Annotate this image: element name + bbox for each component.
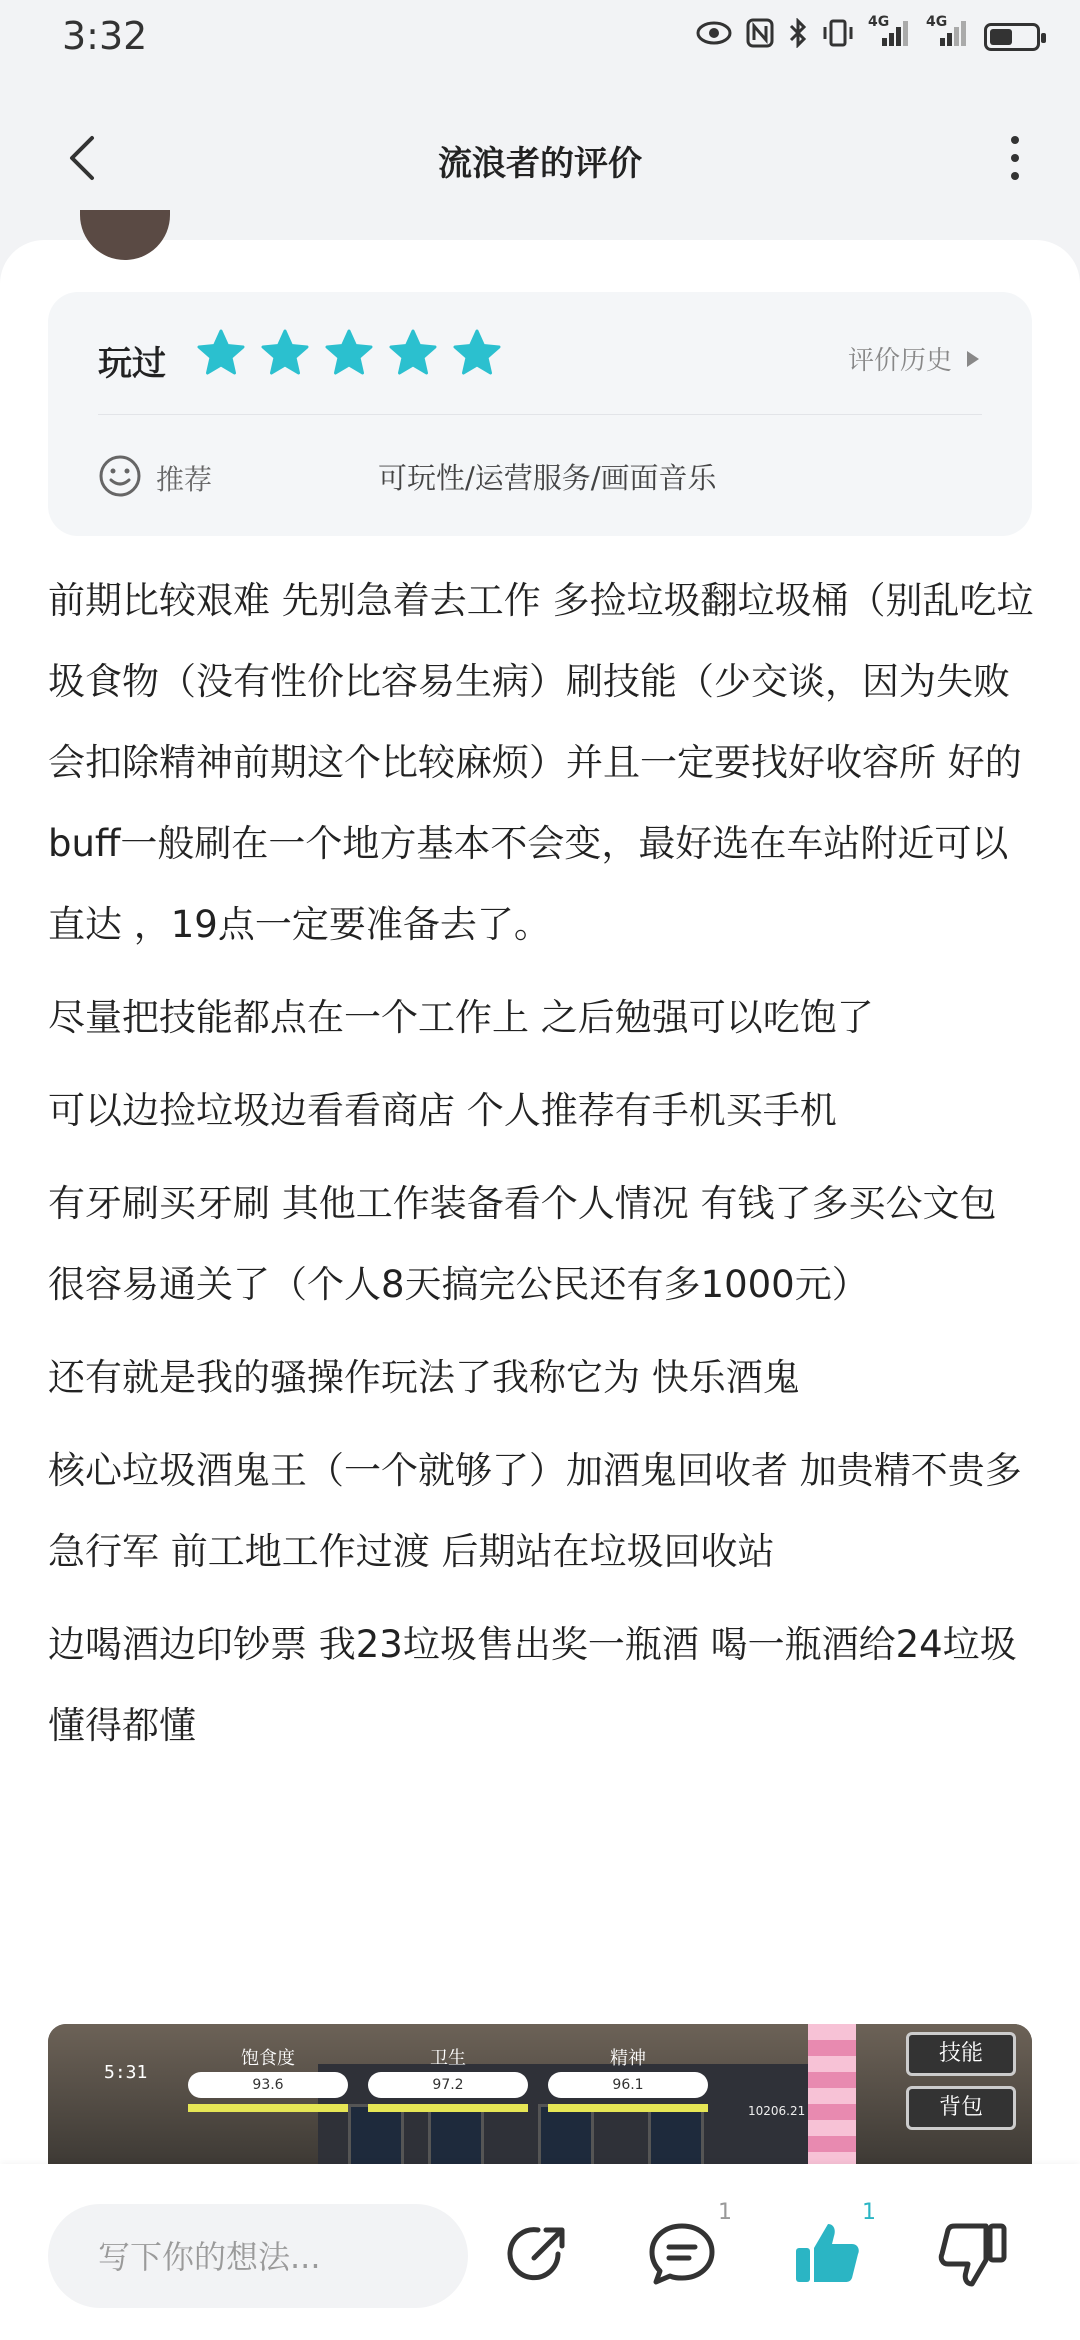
review-paragraph: 还有就是我的骚操作玩法了我称它为 快乐酒鬼	[48, 1356, 800, 1399]
game-money: 10206.21	[748, 2104, 806, 2118]
review-paragraph: 前期比较艰难 先别急着去工作 多捡垃圾翻垃圾桶（别乱吃垃圾食物（没有性价比容易生病）刷技能（少交谈，因为失败会扣除精神前期这个比较麻烦）并且一定要找好收容所 好的buff一般刷在一个地方基本不会变，最好选在车站附近可以直达 ，19点一定要准备去了。	[48, 579, 1034, 946]
rating-history-link[interactable]: 评价历史	[848, 340, 980, 377]
star-icon	[260, 328, 310, 378]
battery-icon	[984, 23, 1040, 51]
page-title: 流浪者的评价	[438, 144, 642, 184]
bluetooth-icon	[788, 18, 808, 55]
game-stat-hygiene: 卫生 97.2	[368, 2044, 528, 2112]
game-time: 5:31	[104, 2062, 148, 2083]
share-button[interactable]	[498, 2214, 578, 2294]
more-vertical-icon	[990, 128, 1040, 188]
thumbs-down-icon	[932, 2214, 1012, 2294]
comment-count: 1	[718, 2200, 732, 2225]
signal-icon-1: 4G	[868, 18, 912, 55]
game-bag-button: 背包	[906, 2086, 1016, 2130]
comment-input[interactable]	[96, 2204, 460, 2310]
played-label: 玩过	[98, 344, 166, 384]
review-paragraph: 核心垃圾酒鬼王（一个就够了）加酒鬼回收者 加贵精不贵多 急行军 前工地工作过渡 后期站在垃圾回收站	[48, 1449, 1022, 1573]
game-shop-sign	[808, 2024, 856, 2164]
star-icon	[452, 328, 502, 378]
recommend-label: 推荐	[156, 463, 213, 496]
game-window	[428, 2104, 484, 2164]
dislike-button[interactable]	[932, 2214, 1012, 2294]
review-paragraph: 有牙刷买牙刷 其他工作装备看个人情况 有钱了多买公文包 很容易通关了（个人8天搞完公民还有多1000元）	[48, 1182, 997, 1306]
comment-input-container[interactable]	[48, 2204, 468, 2308]
signal-icon-2: 4G	[926, 18, 970, 55]
like-button[interactable]	[788, 2214, 868, 2294]
star-icon	[196, 328, 246, 378]
eye-icon	[696, 19, 732, 54]
comment-icon	[642, 2214, 722, 2294]
nfc-icon	[746, 18, 774, 55]
rating-tags: 可玩性/运营服务/画面音乐	[378, 461, 717, 495]
game-skill-button: 技能	[906, 2032, 1016, 2076]
rating-card	[48, 292, 1032, 536]
share-icon	[498, 2214, 578, 2294]
divider	[98, 414, 982, 415]
more-button[interactable]	[990, 128, 1040, 188]
smile-icon	[98, 454, 142, 498]
game-stat-spirit: 精神 96.1	[548, 2044, 708, 2112]
status-time: 3:32	[62, 14, 148, 58]
review-image[interactable]	[48, 2024, 1032, 2164]
review-text	[48, 560, 1038, 1778]
play-triangle-icon	[966, 350, 980, 368]
game-stat-hunger: 饱食度 93.6	[188, 2044, 348, 2112]
game-window	[348, 2104, 404, 2164]
comment-button[interactable]	[642, 2214, 722, 2294]
star-icon	[324, 328, 374, 378]
thumbs-up-icon	[788, 2214, 868, 2294]
review-paragraph: 可以边捡垃圾边看看商店 个人推荐有手机买手机	[48, 1089, 837, 1132]
nav-bar	[0, 100, 1080, 220]
vibrate-icon	[822, 18, 854, 55]
star-icon	[388, 328, 438, 378]
status-icons	[696, 14, 1040, 55]
review-paragraph: 边喝酒边印钞票 我23垃圾售出奖一瓶酒 喝一瓶酒给24垃圾 懂得都懂	[48, 1623, 1017, 1747]
star-rating	[196, 328, 502, 378]
game-window	[538, 2104, 594, 2164]
like-count: 1	[862, 2200, 876, 2225]
game-window	[648, 2104, 704, 2164]
status-bar	[0, 0, 1080, 80]
bottom-action-bar	[0, 2164, 1080, 2340]
review-paragraph: 尽量把技能都点在一个工作上 之后勉强可以吃饱了	[48, 996, 874, 1039]
